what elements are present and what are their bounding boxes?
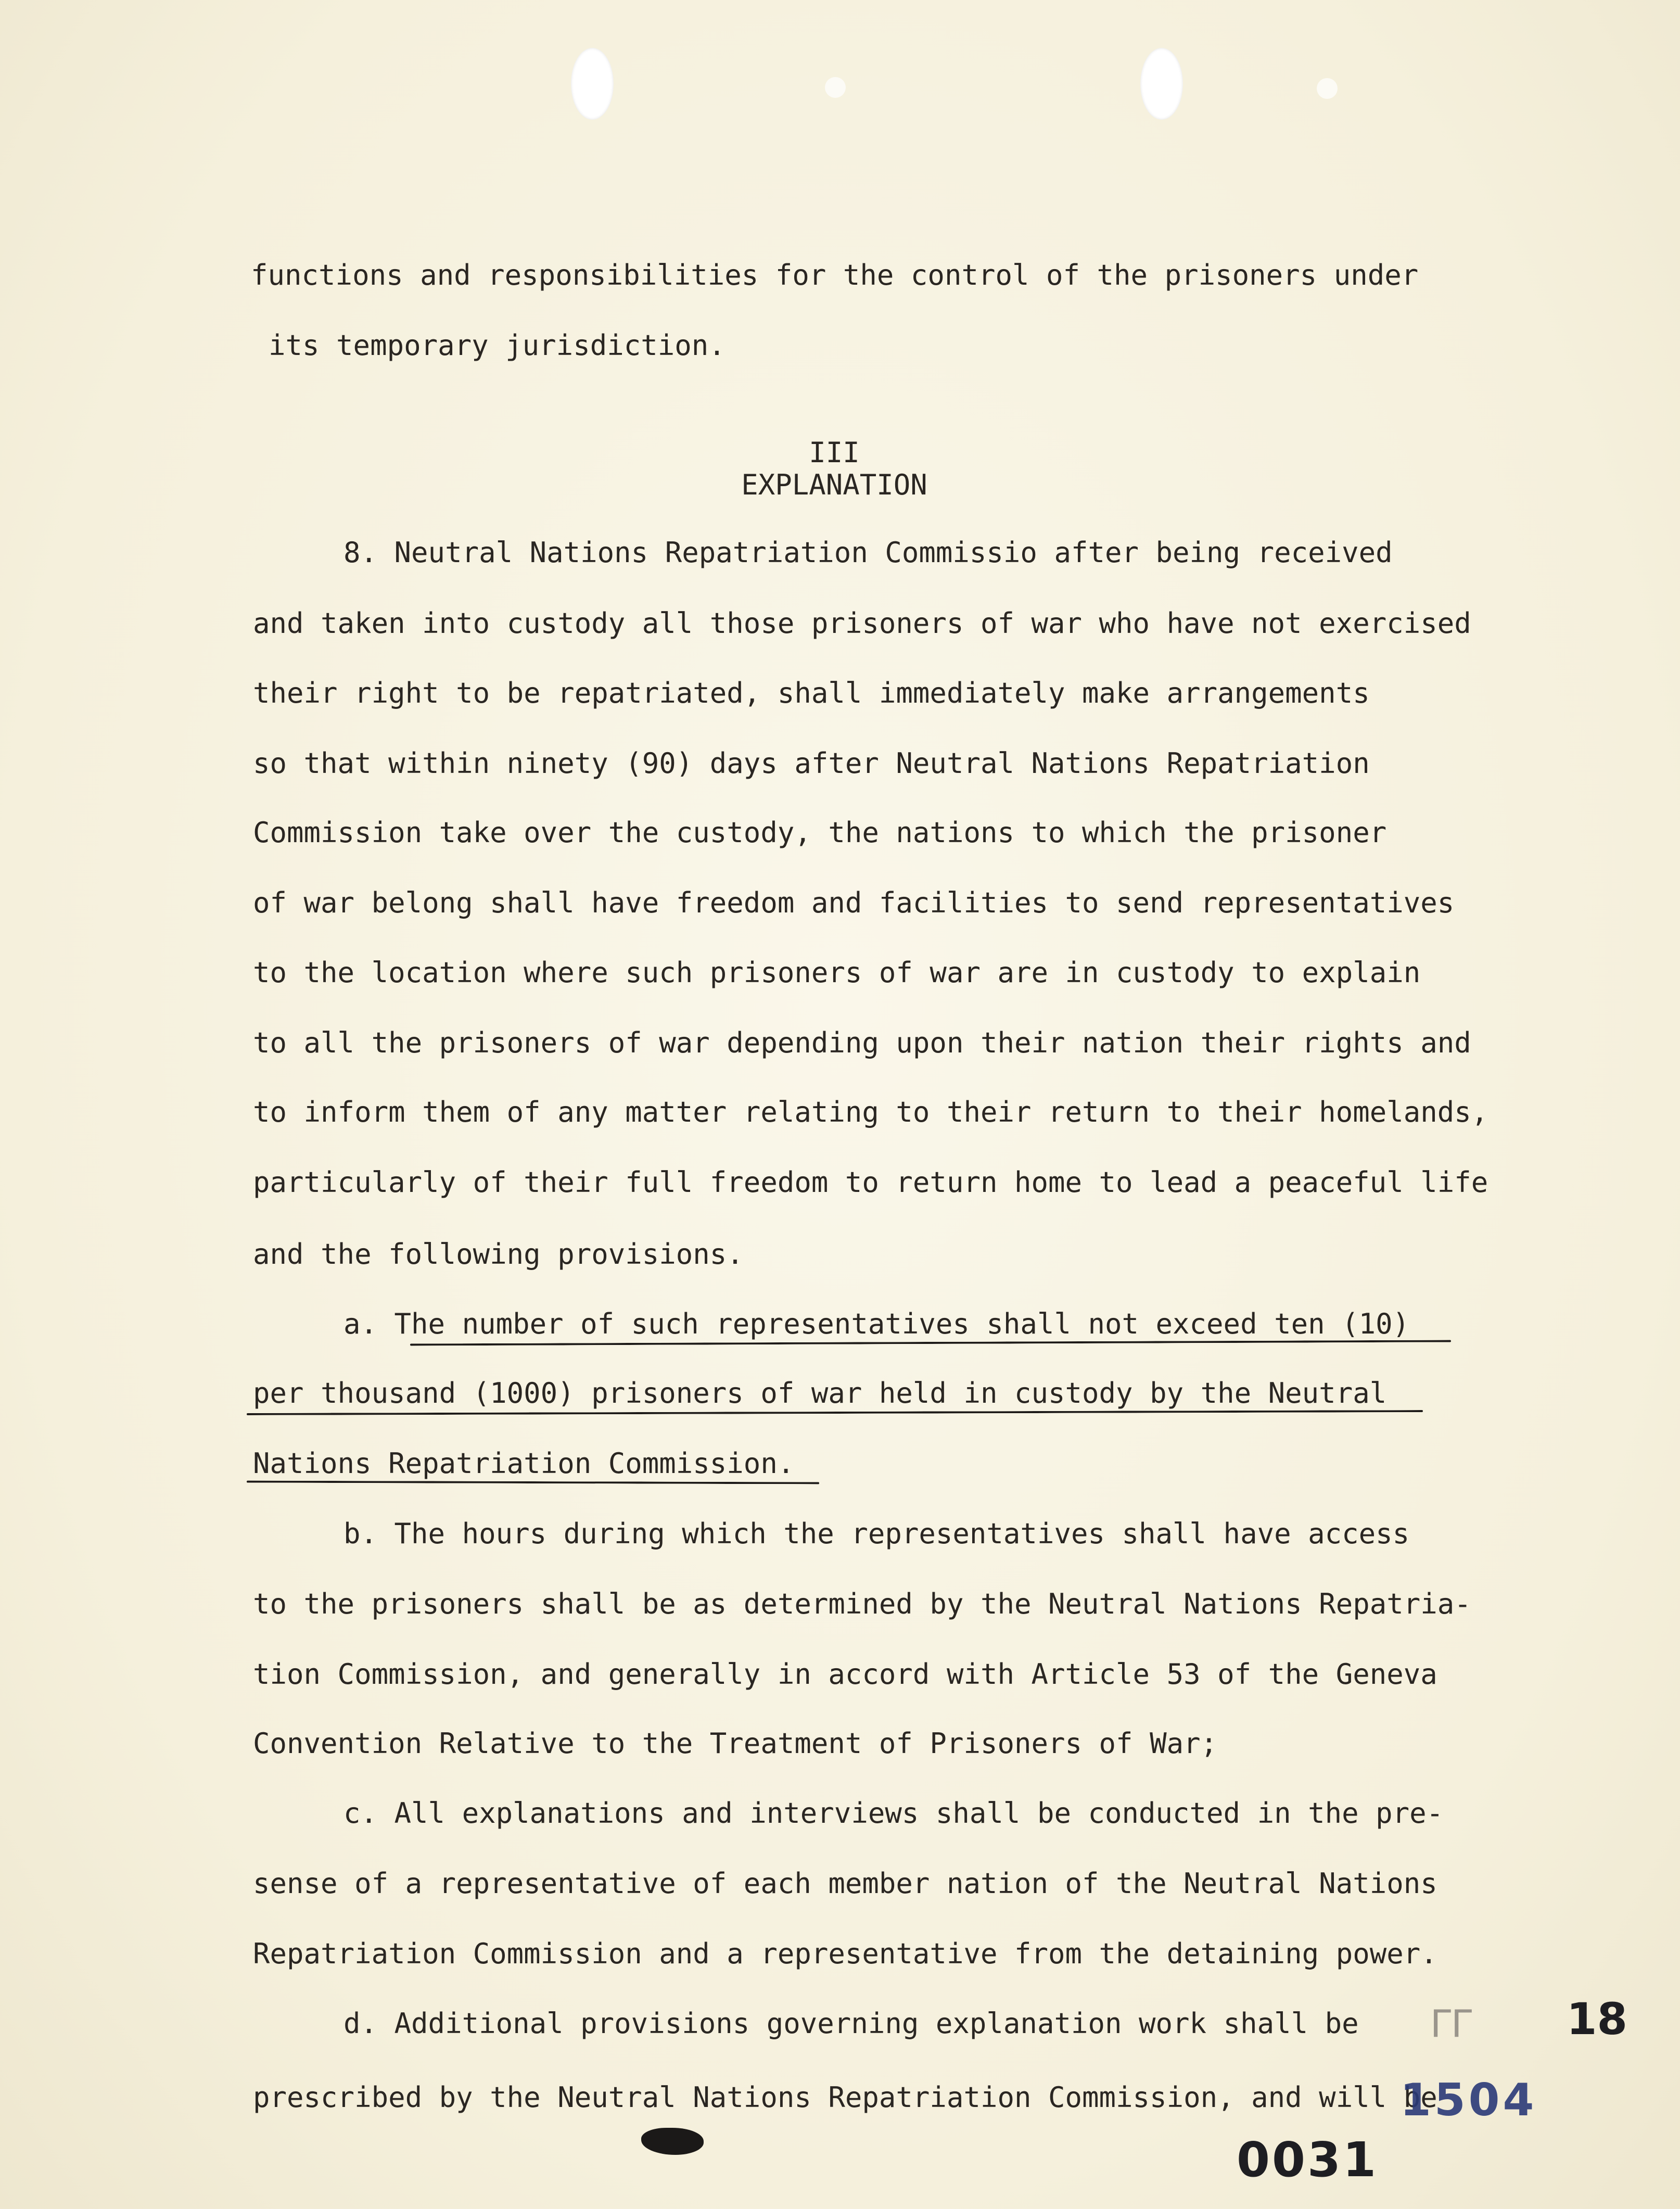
text-line: 8. Neutral Nations Repatriation Commissio after being received xyxy=(343,536,1393,569)
page-number: 18 xyxy=(1567,1994,1627,2045)
text-line: per thousand (1000) prisoners of war held in custody by the Neutral xyxy=(253,1377,1387,1410)
text-line: to the prisoners shall be as determined by the Neutral Nations Repatria- xyxy=(253,1588,1471,1620)
document-number: 0031 xyxy=(1237,2132,1379,2188)
text-line: to inform them of any matter relating to their return to their homelands, xyxy=(253,1096,1488,1128)
punch-hole-left xyxy=(571,48,614,120)
text-line: and taken into custody all those prisoners of war who have not exercised xyxy=(253,607,1471,640)
text-line: to all the prisoners of war depending upon their nation their rights and xyxy=(253,1026,1471,1059)
text-line: of war belong shall have freedom and facilities to send representatives xyxy=(253,886,1455,919)
punch-mark xyxy=(825,77,846,98)
text-line: prescribed by the Neutral Nations Repatriation Commission, and will be xyxy=(253,2081,1437,2114)
text-line: its temporary jurisdiction. xyxy=(269,329,726,362)
text-line: Nations Repatriation Commission. xyxy=(253,1447,795,1480)
stamped-number: 1504 xyxy=(1400,2074,1537,2126)
text-line: Convention Relative to the Treatment of Prisoners of War; xyxy=(253,1727,1218,1760)
faint-handwritten-mark: ᒥᒥ xyxy=(1430,2002,1472,2046)
text-line: Commission take over the custody, the nations to which the prisoner xyxy=(253,816,1387,849)
text-line: Repatriation Commission and a representative from the detaining power. xyxy=(253,1937,1437,1970)
text-line: sense of a representative of each member nation of the Neutral Nations xyxy=(253,1867,1437,1900)
text-line: their right to be repatriated, shall immediately make arrangements xyxy=(253,677,1370,709)
text-line: to the location where such prisoners of war are in custody to explain xyxy=(253,956,1421,989)
text-line: a. The number of such representatives shall not exceed ten (10) xyxy=(343,1307,1410,1340)
text-line: particularly of their full freedom to return home to lead a peaceful life xyxy=(253,1166,1488,1199)
text-line: tion Commission, and generally in accord with Article 53 of the Geneva xyxy=(253,1658,1437,1691)
text-line: d. Additional provisions governing explanation work shall be xyxy=(343,2007,1359,2040)
text-line: c. All explanations and interviews shall be conducted in the pre- xyxy=(343,1797,1444,1830)
text-line: b. The hours during which the representatives shall have access xyxy=(343,1517,1410,1550)
punch-hole-right xyxy=(1140,48,1183,120)
section-number: III xyxy=(809,436,860,469)
text-line: functions and responsibilities for the control of the prisoners under xyxy=(251,259,1419,291)
section-title: EXPLANATION xyxy=(741,468,927,501)
text-line: so that within ninety (90) days after Neutral Nations Repatriation xyxy=(253,747,1370,780)
text-line: and the following provisions. xyxy=(253,1238,744,1271)
punch-mark xyxy=(1317,78,1338,99)
